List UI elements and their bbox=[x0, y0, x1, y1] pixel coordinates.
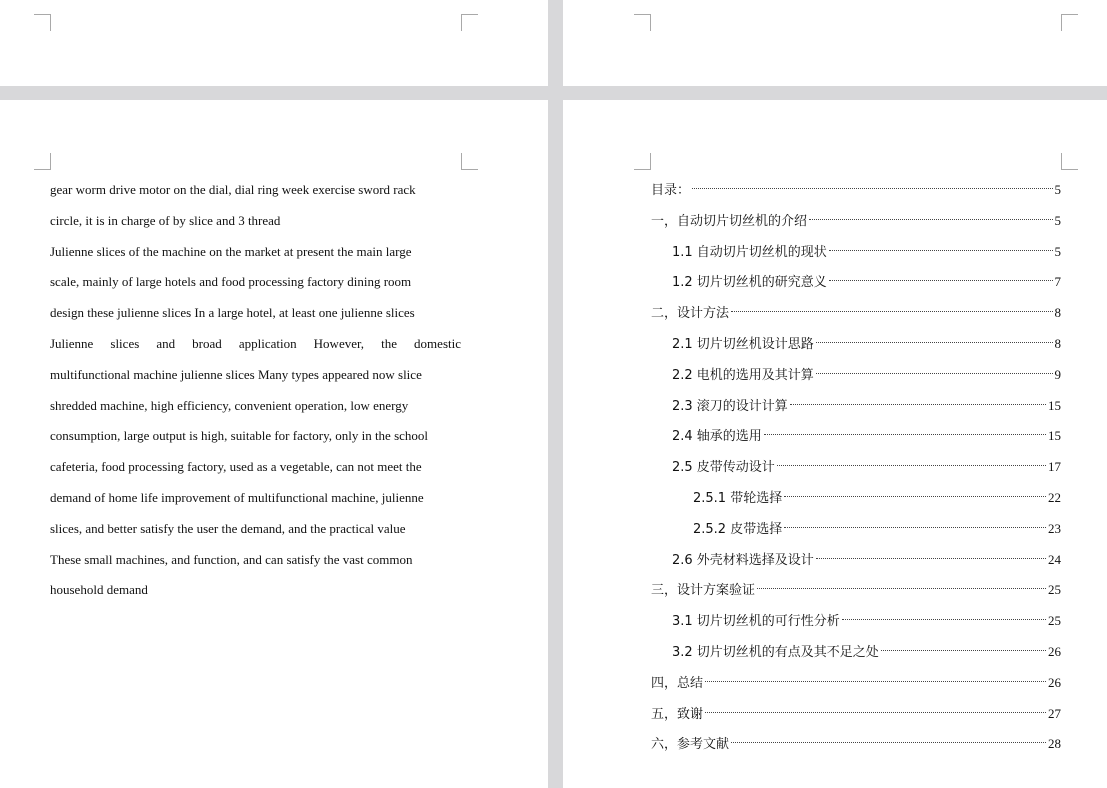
text-line: Julienne slices of the machine on the market at present the main large bbox=[50, 243, 412, 259]
toc-page-number: 24 bbox=[1048, 551, 1061, 567]
table-of-contents bbox=[651, 175, 1061, 760]
toc-entry[interactable] bbox=[651, 575, 1061, 606]
toc-entry[interactable] bbox=[651, 514, 1061, 545]
text-line: shredded machine, high efficiency, convenient operation, low energy bbox=[50, 397, 409, 413]
toc-entry-title: 四，总结 bbox=[651, 675, 704, 691]
toc-entry-title: 二，设计方法 bbox=[651, 306, 730, 322]
toc-entry[interactable] bbox=[651, 729, 1061, 760]
toc-entry-title: 三，设计方案验证 bbox=[651, 583, 756, 599]
text-line: Julienne slices and broad application However, the domestic bbox=[50, 335, 461, 351]
toc-entry[interactable] bbox=[651, 483, 1061, 514]
toc-entry-title: 2.3 滚刀的设计计算 bbox=[672, 398, 788, 414]
toc-entry-title: 2.2 电机的选用及其计算 bbox=[672, 367, 814, 383]
toc-entry[interactable] bbox=[651, 545, 1061, 576]
toc-entry-title: 2.6 外壳材料选择及设计 bbox=[672, 552, 814, 568]
toc-page-number: 27 bbox=[1048, 705, 1061, 721]
toc-page-number: 15 bbox=[1048, 428, 1061, 444]
toc-page-number: 5 bbox=[1054, 212, 1061, 228]
toc-entry[interactable] bbox=[651, 637, 1061, 668]
toc-page-number: 23 bbox=[1048, 520, 1061, 536]
toc-entry[interactable] bbox=[651, 206, 1061, 237]
toc-entry[interactable] bbox=[651, 421, 1061, 452]
text-line: slices, and better satisfy the user the demand, and the practical value bbox=[50, 520, 406, 536]
toc-entry[interactable] bbox=[651, 175, 1061, 206]
text-line: These small machines, and function, and can satisfy the vast common bbox=[50, 551, 413, 567]
toc-page-number: 17 bbox=[1048, 459, 1061, 475]
toc-leader-dots bbox=[816, 558, 1046, 559]
toc-leader-dots bbox=[731, 311, 1052, 312]
toc-leader-dots bbox=[757, 588, 1046, 589]
text-line: design these julienne slices In a large hotel, at least one julienne slices bbox=[50, 305, 415, 321]
toc-entry[interactable] bbox=[651, 329, 1061, 360]
toc-entry[interactable] bbox=[651, 237, 1061, 268]
toc-page-number: 8 bbox=[1054, 305, 1061, 321]
toc-page-number: 15 bbox=[1048, 397, 1061, 413]
toc-leader-dots bbox=[842, 619, 1046, 620]
crop-mark-bottom-left bbox=[34, 14, 51, 31]
crop-mark-top-left bbox=[634, 153, 651, 170]
toc-leader-dots bbox=[816, 373, 1053, 374]
crop-mark-bottom-right bbox=[1061, 14, 1078, 31]
crop-mark-bottom-left bbox=[634, 14, 651, 31]
toc-entry-title: 五，致谢 bbox=[651, 706, 704, 722]
toc-leader-dots bbox=[829, 250, 1053, 251]
crop-mark-top-right bbox=[461, 153, 478, 170]
toc-entry-title: 1.1 自动切片切丝机的现状 bbox=[672, 244, 827, 260]
toc-entry-title: 2.4 轴承的选用 bbox=[672, 429, 762, 445]
text-line: demand of home life improvement of multifunctional machine, julienne bbox=[50, 489, 424, 505]
toc-entry[interactable] bbox=[651, 391, 1061, 422]
toc-entry[interactable] bbox=[651, 699, 1061, 730]
toc-leader-dots bbox=[764, 434, 1046, 435]
toc-entry[interactable] bbox=[651, 452, 1061, 483]
text-line: consumption, large output is high, suitable for factory, only in the school bbox=[50, 428, 429, 444]
toc-entry-title: 目录： bbox=[651, 183, 691, 198]
crop-mark-top-right bbox=[1061, 153, 1078, 170]
page-bottom-left bbox=[0, 0, 548, 86]
text-line: multifunctional machine julienne slices Many types appeared now slice bbox=[50, 366, 422, 382]
toc-leader-dots bbox=[731, 742, 1046, 743]
text-line: household demand bbox=[50, 582, 148, 598]
toc-leader-dots bbox=[809, 219, 1052, 220]
crop-mark-top-left bbox=[34, 153, 51, 170]
toc-leader-dots bbox=[784, 496, 1046, 497]
toc-page-number: 5 bbox=[1054, 182, 1061, 197]
document-page-left[interactable] bbox=[0, 100, 548, 788]
toc-page-number: 9 bbox=[1054, 366, 1061, 382]
toc-entry-title: 3.2 切片切丝机的有点及其不足之处 bbox=[672, 644, 879, 660]
toc-entry-title: 六，参考文献 bbox=[651, 737, 730, 753]
toc-leader-dots bbox=[705, 712, 1046, 713]
toc-entry[interactable] bbox=[651, 360, 1061, 391]
toc-page-number: 25 bbox=[1048, 582, 1061, 598]
toc-page-number: 7 bbox=[1054, 274, 1061, 290]
toc-entry-title: 3.1 切片切丝机的可行性分析 bbox=[672, 614, 840, 630]
toc-page-number: 28 bbox=[1048, 736, 1061, 752]
toc-page-number: 26 bbox=[1048, 643, 1061, 659]
page-bottom-right bbox=[563, 0, 1107, 86]
toc-leader-dots bbox=[881, 650, 1046, 651]
toc-leader-dots bbox=[816, 342, 1053, 343]
crop-mark-bottom-right bbox=[461, 14, 478, 31]
toc-entry-title: 2.5.2 皮带选择 bbox=[693, 521, 783, 537]
toc-leader-dots bbox=[784, 527, 1046, 528]
toc-entry[interactable] bbox=[651, 668, 1061, 699]
toc-entry[interactable] bbox=[651, 606, 1061, 637]
abstract-text[interactable] bbox=[50, 175, 461, 606]
text-line: gear worm drive motor on the dial, dial ring week exercise sword rack bbox=[50, 182, 416, 197]
toc-leader-dots bbox=[777, 465, 1046, 466]
toc-entry[interactable] bbox=[651, 267, 1061, 298]
toc-entry-title: 2.5.1 带轮选择 bbox=[693, 490, 783, 506]
toc-entry-title: 2.1 切片切丝机设计思路 bbox=[672, 336, 814, 352]
document-page-right[interactable] bbox=[563, 100, 1107, 788]
text-line: cafeteria, food processing factory, used as a vegetable, can not meet the bbox=[50, 459, 422, 475]
text-line: scale, mainly of large hotels and food processing factory dining room bbox=[50, 274, 412, 290]
toc-page-number: 5 bbox=[1054, 243, 1061, 259]
toc-page-number: 22 bbox=[1048, 489, 1061, 505]
toc-leader-dots bbox=[829, 280, 1053, 281]
toc-page-number: 25 bbox=[1048, 613, 1061, 629]
toc-entry-title: 2.5 皮带传动设计 bbox=[672, 460, 775, 476]
toc-entry-title: 一，自动切片切丝机的介绍 bbox=[651, 213, 808, 229]
text-line: circle, it is in charge of by slice and 3 thread bbox=[50, 212, 281, 228]
toc-entry[interactable] bbox=[651, 298, 1061, 329]
toc-page-number: 26 bbox=[1048, 674, 1061, 690]
toc-leader-dots bbox=[692, 188, 1052, 189]
toc-page-number: 8 bbox=[1054, 335, 1061, 351]
toc-entry-title: 1.2 切片切丝机的研究意义 bbox=[672, 275, 827, 291]
toc-leader-dots bbox=[705, 681, 1046, 682]
toc-leader-dots bbox=[790, 404, 1046, 405]
